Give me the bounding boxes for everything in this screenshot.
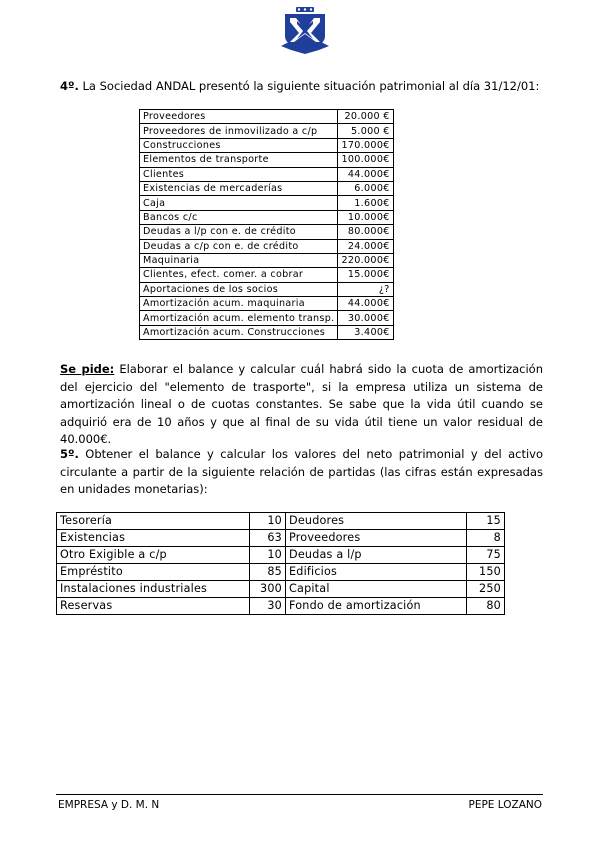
item-value: ¿?	[338, 282, 393, 296]
item-label: Fondo de amortización	[286, 598, 467, 615]
table-row	[140, 210, 394, 224]
item-value: 20.000 €	[338, 110, 393, 124]
item-label: Deudores	[286, 513, 467, 530]
table-row	[140, 297, 394, 311]
item-value: 30	[250, 598, 286, 615]
table-row	[140, 181, 394, 195]
task-label: Se pide:	[60, 362, 115, 376]
item-label: Deudas a l/p con e. de crédito	[140, 225, 338, 239]
item-value: 220.000€	[338, 253, 393, 267]
exercise-5-text: Obtener el balance y calcular los valores del neto patrimonial y del activo circulante a partir de la siguiente relación de partidas (las cifras están expresadas en unidades monetarias):	[60, 447, 543, 496]
item-value: 1.600€	[338, 196, 393, 210]
footer-right: PEPE LOZANO	[468, 799, 542, 811]
item-label: Empréstito	[57, 564, 250, 581]
exercise-4-intro	[60, 79, 550, 93]
item-label: Deudas a c/p con e. de crédito	[140, 239, 338, 253]
item-value: 250	[467, 581, 505, 598]
item-value: 10	[250, 513, 286, 530]
task-statement	[60, 361, 543, 449]
item-label: Instalaciones industriales	[57, 581, 250, 598]
exercise-4-number: 4º.	[60, 79, 79, 93]
task-text: Elaborar el balance y calcular cuál habrá sido la cuota de amortización del ejercicio del "elemento de trasporte", si la empresa utiliza un sistema de amortización lineal o de cuotas constantes. Se sabe que la vida útil cuando se adquirió era de 10 años y que al final de su vida útil tiene un valor residual de 40.000€.	[60, 362, 544, 446]
item-label: Amortización acum. maquinaria	[140, 297, 338, 311]
item-label: Amortización acum. elemento transp.	[140, 311, 338, 325]
item-value: 100.000€	[338, 153, 393, 167]
item-value: 10	[250, 547, 286, 564]
table-row	[57, 530, 505, 547]
footer-divider	[56, 794, 543, 795]
table-row	[140, 282, 394, 296]
item-value: 24.000€	[338, 239, 393, 253]
table-row	[57, 547, 505, 564]
table-row	[140, 153, 394, 167]
table-row	[140, 138, 394, 152]
item-value: 10.000€	[338, 210, 393, 224]
item-label: Deudas a l/p	[286, 547, 467, 564]
item-value: 6.000€	[338, 181, 393, 195]
exercise-5-number: 5º.	[60, 447, 79, 461]
item-value: 44.000€	[338, 167, 393, 181]
table-row	[140, 239, 394, 253]
item-label: Bancos c/c	[140, 210, 338, 224]
table-row	[57, 581, 505, 598]
item-label: Clientes	[140, 167, 338, 181]
item-label: Otro Exigible a c/p	[57, 547, 250, 564]
exercise-4-text: La Sociedad ANDAL presentó la siguiente situación patrimonial al día 31/12/01:	[78, 79, 540, 93]
table-row	[140, 124, 394, 138]
table-row	[140, 311, 394, 325]
item-value: 150	[467, 564, 505, 581]
table-row	[57, 564, 505, 581]
item-value: 80.000€	[338, 225, 393, 239]
item-label: Elementos de transporte	[140, 153, 338, 167]
item-value: 170.000€	[338, 138, 393, 152]
item-value: 30.000€	[338, 311, 393, 325]
footer-left: EMPRESA y D. M. N	[58, 799, 160, 811]
item-label: Amortización acum. Construcciones	[140, 325, 338, 339]
item-value: 15	[467, 513, 505, 530]
item-label: Caja	[140, 196, 338, 210]
item-label: Existencias de mercaderías	[140, 181, 338, 195]
item-value: 15.000€	[338, 268, 393, 282]
exercise-5-intro	[60, 446, 543, 499]
item-label: Proveedores	[140, 110, 338, 124]
table-row	[140, 167, 394, 181]
item-label: Existencias	[57, 530, 250, 547]
table-row	[140, 268, 394, 282]
item-label: Construcciones	[140, 138, 338, 152]
item-label: Tesorería	[57, 513, 250, 530]
item-label: Reservas	[57, 598, 250, 615]
table-row	[57, 513, 505, 530]
item-label: Clientes, efect. comer. a cobrar	[140, 268, 338, 282]
item-value: 8	[467, 530, 505, 547]
school-crest-icon	[279, 6, 331, 54]
item-label: Edificios	[286, 564, 467, 581]
item-value: 80	[467, 598, 505, 615]
balance-items-table	[139, 109, 394, 340]
item-label: Proveedores de inmovilizado a c/p	[140, 124, 338, 138]
table-row	[140, 253, 394, 267]
table-row	[140, 325, 394, 339]
item-value: 63	[250, 530, 286, 547]
item-label: Proveedores	[286, 530, 467, 547]
item-value: 300	[250, 581, 286, 598]
items-table	[56, 512, 505, 615]
item-value: 3.400€	[338, 325, 393, 339]
table-row	[57, 598, 505, 615]
item-label: Maquinaria	[140, 253, 338, 267]
table-row	[140, 225, 394, 239]
item-value: 85	[250, 564, 286, 581]
item-value: 44.000€	[338, 297, 393, 311]
item-value: 75	[467, 547, 505, 564]
table-row	[140, 196, 394, 210]
table-row	[140, 110, 394, 124]
item-label: Capital	[286, 581, 467, 598]
item-label: Aportaciones de los socios	[140, 282, 338, 296]
item-value: 5.000 €	[338, 124, 393, 138]
